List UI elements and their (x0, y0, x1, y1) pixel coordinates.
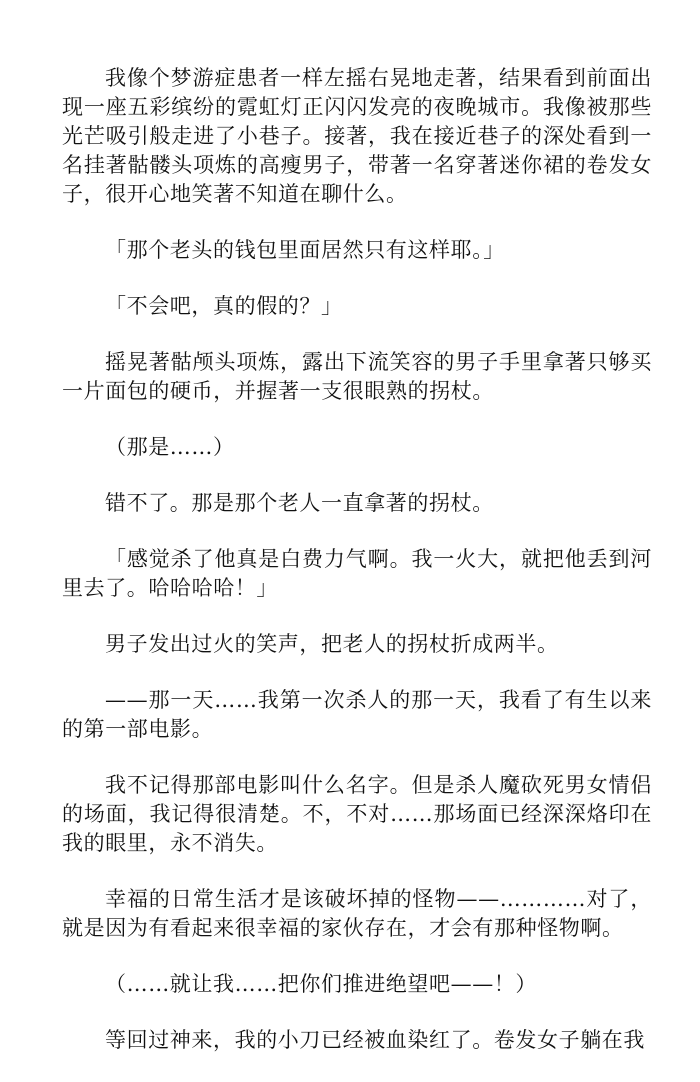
paragraph-9: ——那一天……我第一次杀人的那一天，我看了有生以来的第一部电影。 (62, 688, 652, 741)
paragraph-11: 幸福的日常生活才是该破坏掉的怪物——…………对了，就是因为有看起来很幸福的家伙存在，才会有那种怪物啊。 (62, 887, 652, 940)
body-text (62, 64, 652, 1082)
paragraph-5: （那是……） (105, 435, 235, 459)
paragraph-10: 我不记得那部电影叫什么名字。但是杀人魔砍死男女情侣的场面，我记得很清楚。不，不对……那场面已经深深烙印在我的眼里，永不消失。 (62, 773, 652, 855)
paragraph-2: 「那个老头的钱包里面居然只有这样耶。」 (105, 238, 505, 262)
paragraph-3: 「不会吧，真的假的？」 (105, 294, 343, 318)
paragraph-1: 我像个梦游症患者一样左摇右晃地走著，结果看到前面出现一座五彩缤纷的霓虹灯正闪闪发亮的夜晚城市。我像被那些光芒吸引般走进了小巷子。接著，我在接近巷子的深处看到一名挂著骷髅头项炼的高瘦男子，带著一名穿著迷你裙的卷发女子，很开心地笑著不知道在聊什么。 (62, 66, 652, 206)
paragraph-12: （……就让我……把你们推进绝望吧——！） (105, 972, 537, 996)
paragraph-4: 摇晃著骷颅头项炼，露出下流笑容的男子手里拿著只够买一片面包的硬币，并握著一支很眼熟的拐杖。 (62, 350, 652, 403)
paragraph-13: 等回过神来，我的小刀已经被血染红了。卷发女子躺在我 (105, 1028, 645, 1052)
paragraph-6: 错不了。那是那个老人一直拿著的拐杖。 (105, 491, 494, 515)
paragraph-8: 男子发出过火的笑声，把老人的拐杖折成两半。 (105, 632, 559, 656)
paragraph-7: 「感觉杀了他真是白费力气啊。我一火大，就把他丢到河里去了。哈哈哈哈！」 (62, 547, 652, 600)
